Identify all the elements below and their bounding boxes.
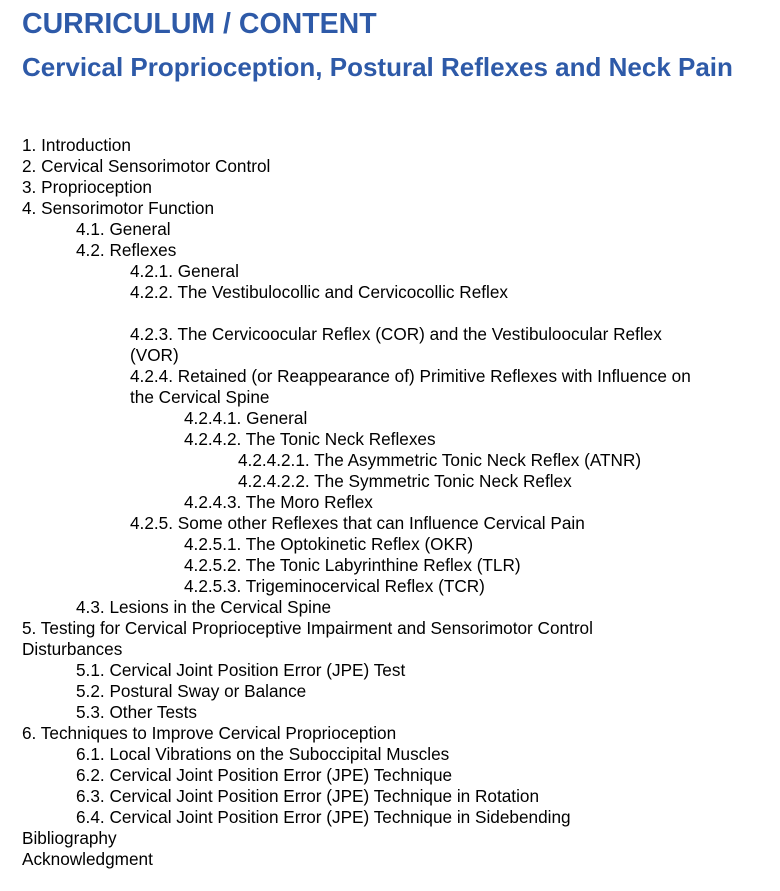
toc-item-4-2-4-2-2: 4.2.4.2.2. The Symmetric Tonic Neck Reflex xyxy=(238,471,572,491)
toc-item-acknowledgment: Acknowledgment xyxy=(22,849,153,869)
toc-item-4-3: 4.3. Lesions in the Cervical Spine xyxy=(76,597,332,617)
toc-item-6-3: 6.3. Cervical Joint Position Error (JPE) Technique in Rotation xyxy=(76,786,540,806)
toc-item-4-2-5-2: 4.2.5.2. The Tonic Labyrinthine Reflex (TLR) xyxy=(184,555,521,575)
document-page xyxy=(22,0,762,83)
toc-item-4-2-4-2-1: 4.2.4.2.1. The Asymmetric Tonic Neck Reflex (ATNR) xyxy=(238,450,642,470)
toc-item-1: 1. Introduction xyxy=(22,135,131,155)
toc-item-4-1: 4.1. General xyxy=(76,219,171,239)
toc-item-4-2-5-3: 4.2.5.3. Trigeminocervical Reflex (TCR) xyxy=(184,576,485,596)
toc-item-4-2-4: 4.2.4. Retained (or Reappearance of) Primitive Reflexes with Influence on the Cervical Spine xyxy=(130,366,691,407)
toc-item-5-3: 5.3. Other Tests xyxy=(76,702,198,722)
page-subtitle: Cervical Proprioception, Postural Reflexes and Neck Pain xyxy=(22,52,733,82)
toc-item-2: 2. Cervical Sensorimotor Control xyxy=(22,156,271,176)
toc-item-bibliography: Bibliography xyxy=(22,828,117,848)
page-title: CURRICULUM / CONTENT xyxy=(22,8,377,40)
toc-item-4-2-4-3: 4.2.4.3. The Moro Reflex xyxy=(184,492,373,512)
toc-item-4-2-5-1: 4.2.5.1. The Optokinetic Reflex (OKR) xyxy=(184,534,474,554)
toc-item-5: 5. Testing for Cervical Proprioceptive Impairment and Sensorimotor Control Disturbances xyxy=(22,618,593,659)
table-of-contents xyxy=(22,135,762,870)
toc-item-6-4: 6.4. Cervical Joint Position Error (JPE) Technique in Sidebending xyxy=(76,807,571,827)
toc-item-4-2-4-1: 4.2.4.1. General xyxy=(184,408,308,428)
toc-item-4-2: 4.2. Reflexes xyxy=(76,240,177,260)
toc-item-5-2: 5.2. Postural Sway or Balance xyxy=(76,681,307,701)
toc-item-4-2-2: 4.2.2. The Vestibulocollic and Cervicocollic Reflex xyxy=(130,282,508,302)
toc-item-6: 6. Techniques to Improve Cervical Proprioception xyxy=(22,723,397,743)
toc-item-4-2-1: 4.2.1. General xyxy=(130,261,239,281)
toc-item-6-1: 6.1. Local Vibrations on the Suboccipital Muscles xyxy=(76,744,450,764)
toc-item-6-2: 6.2. Cervical Joint Position Error (JPE) Technique xyxy=(76,765,453,785)
toc-item-3: 3. Proprioception xyxy=(22,177,152,197)
toc-item-4-2-4-2: 4.2.4.2. The Tonic Neck Reflexes xyxy=(184,429,436,449)
toc-item-4-2-5: 4.2.5. Some other Reflexes that can Influence Cervical Pain xyxy=(130,513,585,533)
toc-item-5-1: 5.1. Cervical Joint Position Error (JPE) Test xyxy=(76,660,406,680)
toc-item-4: 4. Sensorimotor Function xyxy=(22,198,215,218)
toc-item-4-2-3: 4.2.3. The Cervicoocular Reflex (COR) and the Vestibuloocular Reflex (VOR) xyxy=(130,324,662,365)
